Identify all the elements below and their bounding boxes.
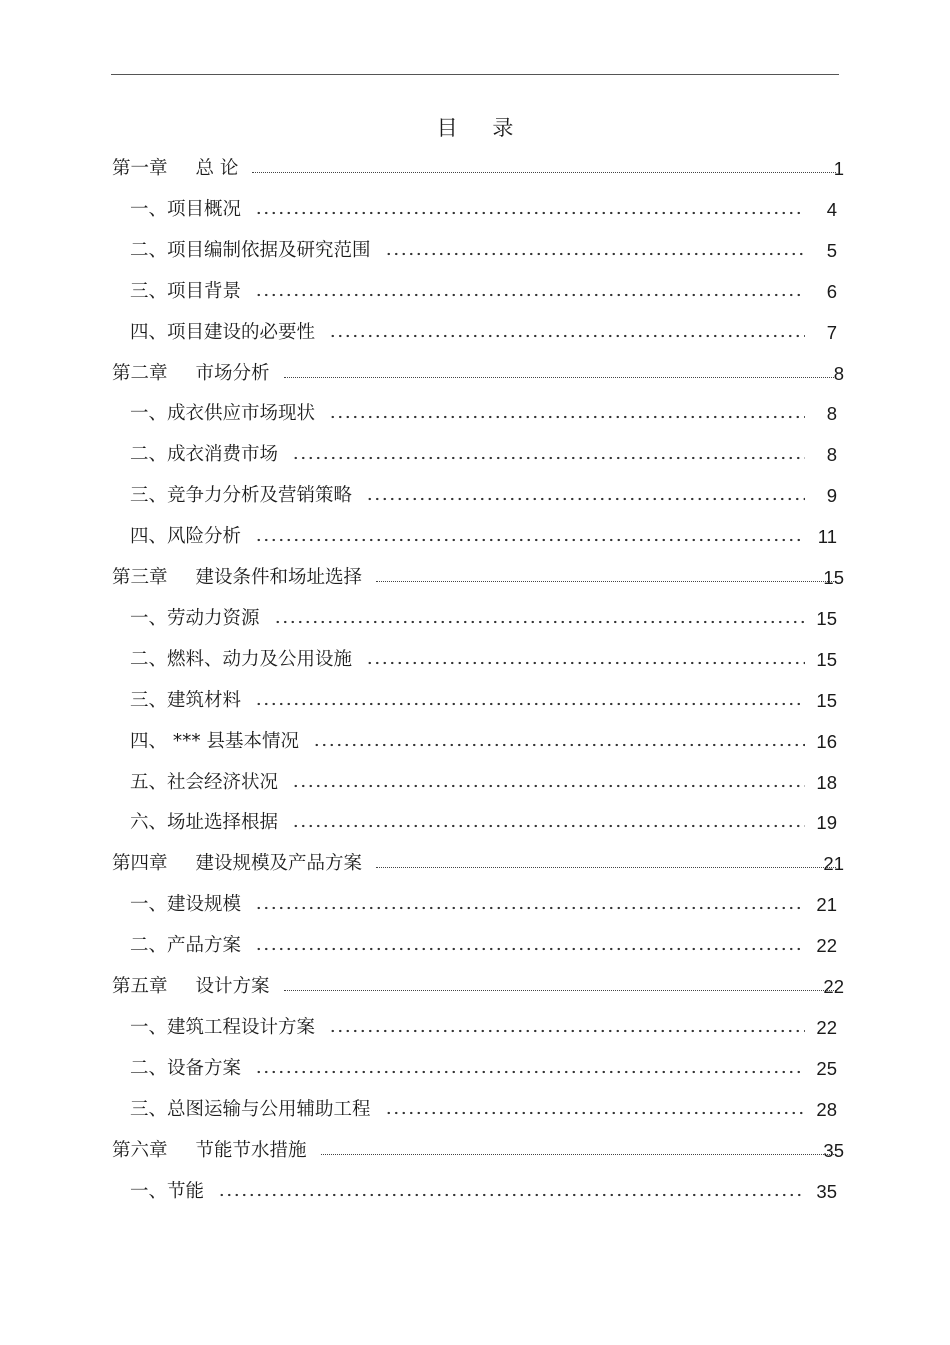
page-number: 25 [816,1057,837,1079]
dot-leader [255,538,805,542]
toc-section-entry[interactable] [130,682,837,712]
dot-leader [255,947,805,951]
chapter-number: 第一章 [112,158,168,179]
page-number: 4 [826,198,837,220]
toc-section-entry[interactable] [130,927,837,957]
dot-leader [292,784,805,788]
toc-section-entry[interactable] [130,886,837,916]
toc-section-entry[interactable] [130,191,837,221]
toc-section-entry[interactable] [130,641,837,671]
toc-chapter-entry[interactable] [112,1132,844,1162]
toc-entry-label: 二、设备方案 [130,1057,242,1079]
chapter-number: 第二章 [112,362,168,384]
dot-leader [255,906,805,910]
page-number: 15 [816,648,837,670]
toc-entry-label: 一、建筑工程设计方案 [130,1016,316,1038]
chapter-number: 第五章 [112,976,168,997]
header-rule [111,74,839,75]
toc-entry-label: 三、竞争力分析及营销策略 [130,485,353,507]
toc-entry-label: 三、项目背景 [130,280,242,302]
dot-leader [329,415,805,419]
toc-entry-label: 一、建设规模 [130,894,242,916]
page-number: 6 [826,280,837,302]
toc-entry-label: 二、燃料、动力及公用设施 [130,648,353,670]
toc-section-entry[interactable] [130,232,837,262]
chapter-name: 建设规模及产品方案 [195,853,363,875]
toc-section-entry[interactable] [130,764,837,794]
chapter-name: 市场分析 [195,362,270,384]
page-number: 35 [823,1139,844,1161]
page-number: 28 [816,1098,837,1120]
dot-leader [376,867,836,868]
toc-section-entry[interactable] [130,804,837,834]
dot-leader [385,1111,805,1115]
page-number: 15 [816,607,837,629]
toc-section-entry[interactable] [130,1009,837,1039]
dot-leader [284,990,836,991]
page-number: 21 [816,894,837,916]
toc-section-entry[interactable] [130,395,837,425]
chapter-name: 设计方案 [195,976,270,997]
toc-entry-label: 六、场址选择根据 [130,812,279,834]
toc-chapter-entry[interactable] [112,150,844,180]
toc-entry-label [112,849,362,875]
toc-entry-label: 四、风险分析 [130,526,242,548]
toc-entry-label: 一、劳动力资源 [130,607,260,629]
page-title: 目 录 [436,116,528,140]
toc-section-entry[interactable] [130,1050,837,1080]
page-number: 18 [816,771,837,793]
toc-chapter-entry[interactable] [112,355,844,385]
page-number: 35 [816,1180,837,1202]
dot-leader [376,581,836,582]
dot-leader [366,497,805,501]
page-number: 19 [816,812,837,834]
toc-entry-label [112,563,362,589]
toc-section-entry[interactable] [130,1091,837,1121]
page-number: 5 [826,239,837,261]
toc-entry-label: 三、建筑材料 [130,689,242,711]
toc-entry-label: 四、 *** 县基本情况 [130,730,300,752]
dot-leader [366,661,805,665]
dot-leader [321,1154,836,1155]
dot-leader [255,702,805,706]
toc-section-entry[interactable] [130,477,837,507]
dot-leader [255,211,805,215]
dot-leader [385,252,805,256]
dot-leader [255,293,805,297]
dot-leader [255,1070,805,1074]
toc-entry-label: 四、项目建设的必要性 [130,321,316,343]
chapter-number: 第三章 [112,567,168,588]
toc-section-entry[interactable] [130,273,837,303]
page-number: 21 [823,853,844,875]
chapter-number: 第六章 [112,1139,168,1161]
toc-section-entry[interactable] [130,436,837,466]
toc-entry-label: 一、节能 [130,1180,205,1202]
toc-entry-label: 一、成衣供应市场现状 [130,403,316,425]
toc-entry-label: 二、成衣消费市场 [130,444,279,466]
dot-leader [252,172,836,173]
toc-entry-label: 五、社会经济状况 [130,771,279,793]
toc-section-entry[interactable] [130,1173,837,1203]
page-number: 9 [826,485,837,507]
dot-leader [284,377,836,378]
page-number: 15 [816,689,837,711]
dot-leader [292,824,805,828]
toc-entry-label: 二、产品方案 [130,935,242,957]
dot-leader [313,743,805,747]
toc-entry-label [112,1136,307,1162]
page-number: 8 [833,362,844,384]
chapter-number: 第四章 [112,853,168,875]
chapter-name: 节能节水措施 [195,1139,307,1161]
page-number: 16 [816,730,837,752]
page-number: 15 [823,567,844,588]
dot-leader [329,1029,805,1033]
toc-entry-label [112,154,238,180]
dot-leader [218,1193,805,1197]
toc-section-entry[interactable] [130,600,837,630]
toc-chapter-entry[interactable] [112,559,844,589]
toc-section-entry[interactable] [130,518,837,548]
toc-chapter-entry[interactable] [112,845,844,875]
toc-entry-label: 三、总图运输与公用辅助工程 [130,1098,371,1120]
toc-entry-label: 二、项目编制依据及研究范围 [130,239,371,261]
toc-section-entry[interactable] [130,314,837,344]
page-number: 1 [833,158,844,179]
dot-leader [292,456,805,460]
chapter-name: 建设条件和场址选择 [195,567,363,588]
dot-leader [329,334,805,338]
dot-leader [274,620,805,624]
chapter-name: 总 论 [195,158,239,179]
page-number: 8 [826,403,837,425]
page-number: 22 [816,1016,837,1038]
page-number: 11 [817,526,837,548]
toc-section-entry[interactable] [130,723,837,753]
page-number: 22 [816,935,837,957]
toc-entry-label [112,972,270,998]
toc-entry-label: 一、项目概况 [130,198,242,220]
page-number: 8 [826,444,837,466]
toc-entry-label [112,359,270,385]
toc-chapter-entry[interactable] [112,968,844,998]
page-number: 22 [823,976,844,997]
page-number: 7 [826,321,837,343]
